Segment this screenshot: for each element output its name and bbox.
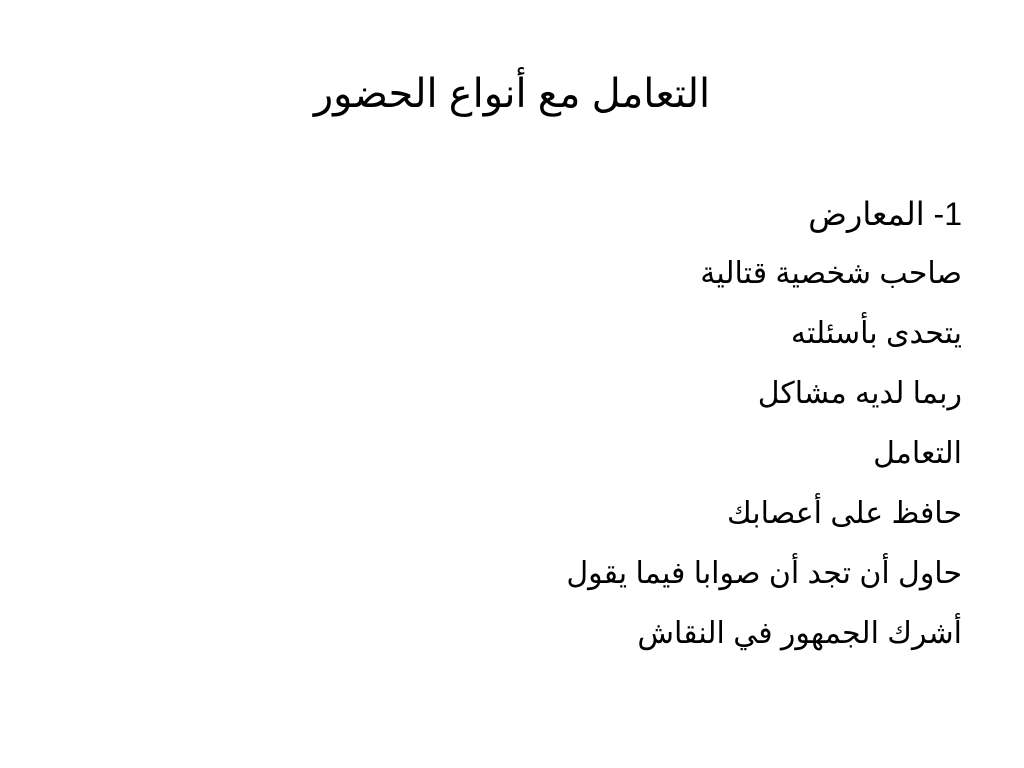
body-line: حافظ على أعصابك xyxy=(726,497,962,530)
body-line: التعامل xyxy=(873,437,962,470)
body-line: ربما لديه مشاكل xyxy=(757,377,962,410)
slide-title: التعامل مع أنواع الحضور xyxy=(313,72,711,116)
slide-body xyxy=(162,186,962,666)
body-line: أشرك الجمهور في النقاش xyxy=(637,617,962,650)
section-heading: 1- المعارض xyxy=(808,196,962,232)
body-line: يتحدى بأسئلته xyxy=(790,317,962,350)
body-line: صاحب شخصية قتالية xyxy=(700,257,962,290)
body-line: حاول أن تجد أن صوابا فيما يقول xyxy=(566,557,962,590)
